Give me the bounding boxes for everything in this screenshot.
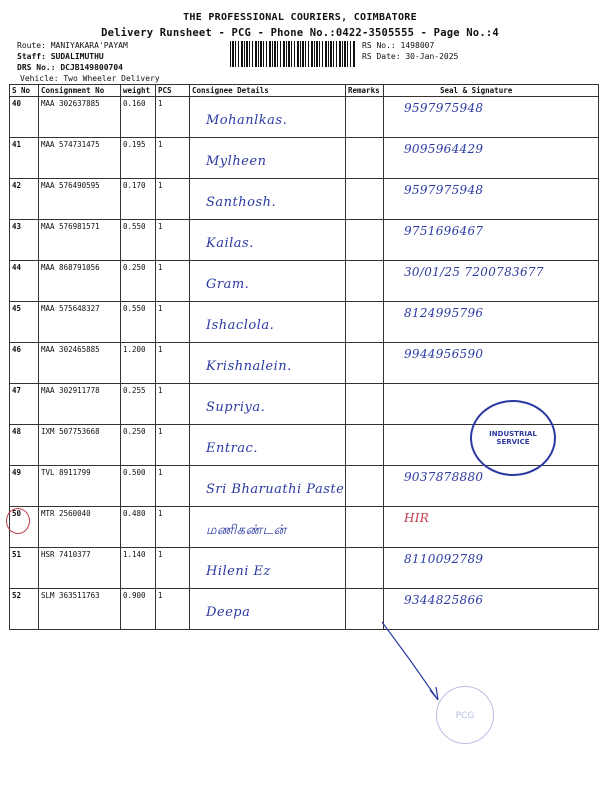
rs-no-value: 1498007 xyxy=(400,41,435,50)
table-row xyxy=(10,589,599,630)
consignee-cell xyxy=(190,302,346,343)
signature-handwriting: 8124995796 xyxy=(404,306,484,320)
col-header-weight: weight xyxy=(121,85,156,97)
signature-cell xyxy=(384,302,599,343)
vehicle-value: Two Wheeler Delivery xyxy=(63,74,160,83)
remarks-cell xyxy=(346,343,384,384)
pcs-cell: 1 xyxy=(156,220,190,261)
delivery-runsheet-table xyxy=(9,84,599,630)
signature-handwriting: 9597975948 xyxy=(404,101,484,115)
weight-cell: 0.170 xyxy=(121,179,156,220)
signature-handwriting: 8110092789 xyxy=(404,552,484,566)
remarks-cell xyxy=(346,220,384,261)
pcs-cell: 1 xyxy=(156,384,190,425)
staff-label: Staff: xyxy=(17,52,46,61)
pcs-cell: 1 xyxy=(156,179,190,220)
consignment-no-cell: SLM 363511763 xyxy=(39,589,121,630)
sno-cell: 46 xyxy=(10,343,39,384)
sno-cell: 41 xyxy=(10,138,39,179)
signature-handwriting: 9037878880 xyxy=(404,470,484,484)
consignee-handwriting: Santhosh. xyxy=(206,195,277,210)
remarks-cell xyxy=(346,507,384,548)
remarks-cell xyxy=(346,466,384,507)
weight-cell: 0.250 xyxy=(121,261,156,302)
sno-cell: 40 xyxy=(10,97,39,138)
weight-cell: 1.200 xyxy=(121,343,156,384)
drs-line xyxy=(17,63,123,72)
table-row xyxy=(10,220,599,261)
consignment-no-cell: HSR 7410377 xyxy=(39,548,121,589)
signature-handwriting: 9095964429 xyxy=(404,142,484,156)
weight-cell: 1.140 xyxy=(121,548,156,589)
consignee-cell xyxy=(190,179,346,220)
route-line xyxy=(17,41,128,50)
pcs-cell: 1 xyxy=(156,261,190,302)
vehicle-label: Vehicle: xyxy=(20,74,59,83)
consignee-handwriting: Sri Bharuathi Paste xyxy=(206,482,345,497)
sno-cell: 50 xyxy=(10,507,39,548)
consignee-handwriting: Krishnalein. xyxy=(206,359,292,374)
consignee-cell xyxy=(190,548,346,589)
consignee-cell xyxy=(190,138,346,179)
consignee-cell xyxy=(190,97,346,138)
consignment-no-cell: IXM 507753668 xyxy=(39,425,121,466)
seal-text: INDUSTRIAL SERVICE xyxy=(489,430,537,446)
sno-cell: 51 xyxy=(10,548,39,589)
sno-cell: 42 xyxy=(10,179,39,220)
sno-cell: 48 xyxy=(10,425,39,466)
signature-cell xyxy=(384,466,599,507)
remarks-cell xyxy=(346,261,384,302)
weight-cell: 0.500 xyxy=(121,466,156,507)
drs-value: DCJB149800704 xyxy=(60,63,123,72)
weight-cell: 0.195 xyxy=(121,138,156,179)
consignee-cell xyxy=(190,507,346,548)
remarks-cell xyxy=(346,97,384,138)
pcg-mark-text: PCG xyxy=(455,711,475,721)
consignment-no-cell: MAA 576981571 xyxy=(39,220,121,261)
col-header-consignment: Consignment No xyxy=(39,85,121,97)
consignment-no-cell: TVL 8911799 xyxy=(39,466,121,507)
signature-handwriting: 9344825866 xyxy=(404,593,484,607)
sno-cell: 45 xyxy=(10,302,39,343)
remarks-cell xyxy=(346,179,384,220)
rs-no-label: RS No.: xyxy=(362,41,396,50)
table-row xyxy=(10,302,599,343)
consignee-handwriting: Gram. xyxy=(206,277,250,292)
consignee-handwriting: மணிகண்டன் xyxy=(206,523,287,538)
consignee-cell xyxy=(190,384,346,425)
col-header-sno: S No xyxy=(10,85,39,97)
signature-cell xyxy=(384,548,599,589)
table-row xyxy=(10,507,599,548)
drs-label: DRS No.: xyxy=(17,63,56,72)
signature-cell xyxy=(384,261,599,302)
weight-cell: 0.250 xyxy=(121,425,156,466)
pcs-cell: 1 xyxy=(156,302,190,343)
consignee-cell xyxy=(190,343,346,384)
rs-date-label: RS Date: xyxy=(362,52,401,61)
consignee-cell xyxy=(190,589,346,630)
remarks-cell xyxy=(346,548,384,589)
consignment-no-cell: MAA 574731475 xyxy=(39,138,121,179)
weight-cell: 0.550 xyxy=(121,220,156,261)
pcs-cell: 1 xyxy=(156,507,190,548)
table-row xyxy=(10,343,599,384)
signature-handwriting: 9597975948 xyxy=(404,183,484,197)
consignee-handwriting: Hileni Ez xyxy=(206,564,271,579)
staff-line xyxy=(17,52,104,61)
consignment-no-cell: MTR 2560040 xyxy=(39,507,121,548)
route-label: Route: xyxy=(17,41,46,50)
rs-date-line xyxy=(362,52,458,61)
signature-handwriting: 9751696467 xyxy=(404,224,484,238)
runsheet-subtitle: Delivery Runsheet - PCG - Phone No.:0422-3505555 - Page No.:4 xyxy=(101,27,499,39)
table-header-row xyxy=(10,85,599,97)
consignee-cell xyxy=(190,220,346,261)
col-header-remarks: Remarks xyxy=(346,85,384,97)
table-row xyxy=(10,97,599,138)
consignment-no-cell: MAA 868791056 xyxy=(39,261,121,302)
signature-cell xyxy=(384,179,599,220)
barcode-image xyxy=(230,41,356,67)
weight-cell: 0.255 xyxy=(121,384,156,425)
sno-cell: 52 xyxy=(10,589,39,630)
signature-cell xyxy=(384,97,599,138)
consignment-no-cell: MAA 302465885 xyxy=(39,343,121,384)
consignment-no-cell: MAA 575648327 xyxy=(39,302,121,343)
pcs-cell: 1 xyxy=(156,343,190,384)
table-row xyxy=(10,548,599,589)
route-value: MANIYAKARA'PAYAM xyxy=(50,41,128,50)
col-header-pcs: PCS xyxy=(156,85,190,97)
table-row xyxy=(10,138,599,179)
consignee-handwriting: Kailas. xyxy=(206,236,254,251)
consignee-handwriting: Mylheen xyxy=(206,154,267,169)
signature-cell xyxy=(384,220,599,261)
rs-no-line xyxy=(362,41,434,50)
pen-stroke-mark xyxy=(380,620,460,710)
table-row xyxy=(10,261,599,302)
consignee-handwriting: Mohanlkas. xyxy=(206,113,288,128)
sno-cell: 49 xyxy=(10,466,39,507)
signature-handwriting: 30/01/25 7200783677 xyxy=(404,265,544,279)
weight-cell: 0.480 xyxy=(121,507,156,548)
consignee-cell xyxy=(190,261,346,302)
remarks-cell xyxy=(346,384,384,425)
pcs-cell: 1 xyxy=(156,138,190,179)
vehicle-line xyxy=(20,74,160,83)
pcs-cell: 1 xyxy=(156,589,190,630)
consignee-cell xyxy=(190,466,346,507)
signature-cell xyxy=(384,138,599,179)
remarks-cell xyxy=(346,138,384,179)
consignee-handwriting: Deepa xyxy=(206,605,251,620)
pcs-cell: 1 xyxy=(156,425,190,466)
consignee-cell xyxy=(190,425,346,466)
table-row xyxy=(10,179,599,220)
pcs-cell: 1 xyxy=(156,466,190,507)
sno-cell: 47 xyxy=(10,384,39,425)
weight-cell: 0.160 xyxy=(121,97,156,138)
consignee-handwriting: Ishaclola. xyxy=(206,318,275,333)
consignee-handwriting: Supriya. xyxy=(206,400,266,415)
sno-cell: 44 xyxy=(10,261,39,302)
pcs-cell: 1 xyxy=(156,548,190,589)
weight-cell: 0.900 xyxy=(121,589,156,630)
signature-handwriting: 9944956590 xyxy=(404,347,484,361)
col-header-consignee: Consignee Details xyxy=(190,85,346,97)
consignment-no-cell: MAA 302911778 xyxy=(39,384,121,425)
consignee-handwriting: Entrac. xyxy=(206,441,258,456)
signature-handwriting: HIR xyxy=(404,511,430,525)
pcs-cell: 1 xyxy=(156,97,190,138)
signature-cell xyxy=(384,507,599,548)
staff-value: SUDALIMUTHU xyxy=(50,52,104,61)
remarks-cell xyxy=(346,302,384,343)
remarks-cell xyxy=(346,589,384,630)
consignment-no-cell: MAA 576490595 xyxy=(39,179,121,220)
col-header-signature: Seal & Signature xyxy=(384,85,599,97)
rs-date-value: 30-Jan-2025 xyxy=(405,52,459,61)
sno-cell: 43 xyxy=(10,220,39,261)
consignment-no-cell: MAA 302637885 xyxy=(39,97,121,138)
sno-circle-annotation xyxy=(6,508,30,534)
company-seal-stamp xyxy=(470,400,556,476)
runsheet-company-title: THE PROFESSIONAL COURIERS, COIMBATORE xyxy=(183,12,417,23)
weight-cell: 0.550 xyxy=(121,302,156,343)
signature-cell xyxy=(384,343,599,384)
remarks-cell xyxy=(346,425,384,466)
